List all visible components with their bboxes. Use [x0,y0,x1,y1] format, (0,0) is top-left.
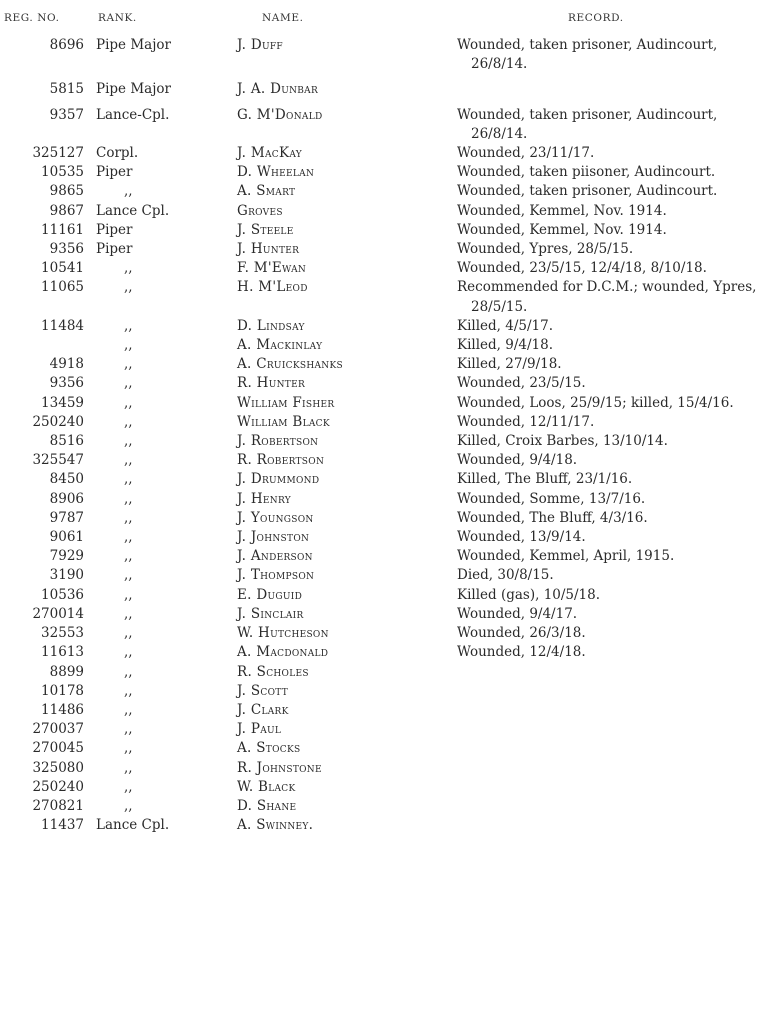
name-cell: J. Scott [237,682,289,699]
rank-cell: ,, [124,701,133,718]
reg-no-cell: 11484 [41,317,84,334]
record-cell [457,528,762,547]
record-text: Wounded, 23/11/17. [457,145,595,162]
table-row [0,202,762,221]
table-row [0,778,762,797]
table-row [0,528,762,547]
record-text: Killed, 27/9/18. [457,356,562,373]
table-row [0,720,762,739]
name-cell: J. Duff [237,37,283,53]
rank-cell: ,, [124,279,133,296]
record-cell [457,163,762,182]
record-cell [457,355,762,374]
reg-no-cell: 9787 [49,509,84,526]
record-cell [457,259,762,278]
record-cell [457,759,762,778]
rank-cell: ,, [124,759,133,776]
name-cell: J. Youngson [237,509,314,526]
record-text: Wounded, 9/4/17. [457,605,578,622]
reg-no-cell: 9865 [49,183,84,200]
rank-cell: ,, [124,317,133,334]
name-cell: R. Scholes [237,663,309,680]
name-cell: D. Lindsay [237,317,305,334]
reg-no-cell: 10536 [41,586,84,603]
record-cell [457,566,762,585]
record-text: Wounded, Kemmel, April, 1915. [457,548,675,565]
rank-cell: ,, [124,471,133,488]
record-cell [457,182,762,201]
reg-no-cell: 11437 [41,817,84,834]
name-cell: J. Clark [237,701,289,718]
name-cell: J. Henry [237,490,292,507]
name-cell: J. Anderson [237,548,313,565]
header-reg-no: REG. NO. [4,12,60,24]
record-cell [457,778,762,797]
table-row [0,682,762,701]
rank-cell: ,, [124,625,133,642]
rank-cell: ,, [124,644,133,661]
rank-cell: ,, [124,509,133,526]
reg-no-cell: 4918 [49,356,84,373]
reg-no-cell: 325127 [32,145,84,162]
record-cell [457,701,762,720]
record-cell [457,74,762,99]
rank-cell: ,, [124,586,133,603]
reg-no-cell: 11613 [41,644,84,661]
rank-cell: ,, [124,356,133,373]
record-text: Wounded, taken prisoner, Audincourt, 26/8/14. [457,37,718,73]
reg-no-cell: 9061 [49,529,84,546]
table-row [0,100,762,144]
record-text: Wounded, taken piisoner, Audincourt. [457,164,716,181]
rank-cell: ,, [124,394,133,411]
record-text: Killed, 4/5/17. [457,317,553,334]
record-text: Wounded, 12/4/18. [457,644,586,661]
name-cell: E. Duguid [237,586,303,603]
record-cell [457,720,762,739]
rank-cell: ,, [124,260,133,277]
name-cell: J. Sinclair [237,605,304,622]
record-text: Wounded, Ypres, 28/5/15. [457,241,634,258]
header-record: RECORD. [568,12,624,24]
reg-no-cell: 270037 [32,721,84,738]
record-cell [457,221,762,240]
rank-cell: ,, [124,375,133,392]
rank-cell: ,, [124,721,133,738]
name-cell: R. Johnstone [237,759,322,776]
record-cell [457,100,762,144]
record-cell [457,451,762,470]
rank-cell: ,, [124,740,133,757]
record-text: Wounded, Somme, 13/7/16. [457,490,646,507]
roll-table-body [0,36,762,835]
name-cell: J. Thompson [237,567,315,584]
table-row [0,816,762,835]
name-cell: G. M'Donald [237,106,323,123]
record-cell [457,336,762,355]
reg-no-cell: 8696 [49,37,84,53]
reg-no-cell: 9356 [49,241,84,258]
reg-no-cell: 11065 [41,279,84,296]
rank-cell: Pipe Major [96,37,171,53]
reg-no-cell: 9357 [49,106,84,123]
table-row [0,509,762,528]
rank-cell: Piper [96,241,133,258]
table-row [0,586,762,605]
table-row [0,182,762,201]
name-cell: A. Mackinlay [237,337,323,354]
table-row [0,36,762,74]
record-text: Died, 30/8/15. [457,567,554,584]
record-cell [457,586,762,605]
record-cell [457,278,762,316]
name-cell: A. Swinney. [237,817,314,834]
record-text: Wounded, taken prisoner, Audincourt. [457,183,718,200]
rank-cell: ,, [124,548,133,565]
reg-no-cell: 8450 [49,471,84,488]
record-cell [457,547,762,566]
record-text: Wounded, 12/11/17. [457,413,595,430]
record-text: Recommended for D.C.M.; wounded, Ypres, 28/5/15. [457,279,757,315]
name-cell: R. Robertson [237,452,325,469]
table-row [0,259,762,278]
name-cell: F. M'Ewan [237,260,307,277]
record-text: Wounded, 13/9/14. [457,529,586,546]
record-cell [457,317,762,336]
name-cell: W. Hutcheson [237,625,329,642]
table-row [0,374,762,393]
reg-no-cell: 10178 [41,682,84,699]
reg-no-cell: 10541 [41,260,84,277]
name-cell: A. Macdonald [237,644,329,661]
record-cell [457,682,762,701]
table-row [0,701,762,720]
reg-no-cell: 270045 [32,740,84,757]
rank-cell: Pipe Major [96,81,171,98]
reg-no-cell: 7929 [49,548,84,565]
name-cell: W. Black [237,778,296,795]
name-cell: J. Hunter [237,241,300,258]
table-row [0,278,762,316]
record-cell [457,624,762,643]
rank-cell: ,, [124,337,133,354]
header-name: NAME. [262,12,304,24]
record-text: Wounded, 23/5/15, 12/4/18, 8/10/18. [457,260,707,277]
record-cell [457,470,762,489]
table-row [0,547,762,566]
rank-cell: ,, [124,778,133,795]
record-text: Wounded, The Bluff, 4/3/16. [457,509,648,526]
name-cell: J. Robertson [237,433,319,450]
record-cell [457,432,762,451]
reg-no-cell: 9867 [49,202,84,219]
table-row [0,663,762,682]
name-cell: J. Johnston [237,529,310,546]
table-row [0,317,762,336]
rank-cell: ,, [124,529,133,546]
name-cell: J. Paul [237,721,282,738]
table-row [0,355,762,374]
rank-cell: ,, [124,567,133,584]
header-rank: RANK. [98,12,137,24]
table-row [0,432,762,451]
reg-no-cell: 270014 [32,605,84,622]
name-cell: H. M'Leod [237,279,308,296]
table-row [0,759,762,778]
reg-no-cell: 8516 [49,433,84,450]
record-text: Wounded, Loos, 25/9/15; killed, 15/4/16. [457,394,734,411]
table-row [0,451,762,470]
table-row [0,221,762,240]
table-row [0,605,762,624]
rank-cell: ,, [124,797,133,814]
record-cell [457,413,762,432]
record-text: Wounded, Kemmel, Nov. 1914. [457,202,667,219]
record-cell [457,202,762,221]
name-cell: R. Hunter [237,375,306,392]
reg-no-cell: 250240 [32,778,84,795]
table-row [0,394,762,413]
record-cell [457,663,762,682]
reg-no-cell: 8906 [49,490,84,507]
record-text: Wounded, 26/3/18. [457,625,586,642]
table-row [0,470,762,489]
name-cell: J. Steele [237,221,294,238]
record-text: Killed, 9/4/18. [457,337,553,354]
rank-cell: ,, [124,433,133,450]
rank-cell: ,, [124,490,133,507]
table-row [0,144,762,163]
record-cell [457,36,762,74]
record-text: Killed (gas), 10/5/18. [457,586,601,603]
name-cell: William Fisher [237,394,335,411]
record-cell [457,490,762,509]
record-text: Killed, Croix Barbes, 13/10/14. [457,433,668,450]
rank-cell: Lance Cpl. [96,202,170,219]
table-row [0,739,762,758]
rank-cell: ,, [124,682,133,699]
name-cell: A. Stocks [237,740,301,757]
name-cell: A. Cruickshanks [237,356,343,373]
rank-cell: Lance-Cpl. [96,106,170,123]
table-row [0,240,762,259]
record-cell [457,605,762,624]
name-cell: J. Drummond [237,471,320,488]
name-cell: A. Smart [237,183,296,200]
name-cell: D. Shane [237,797,297,814]
table-row [0,624,762,643]
reg-no-cell: 13459 [41,394,84,411]
name-cell: D. Wheelan [237,164,315,181]
reg-no-cell: 9356 [49,375,84,392]
reg-no-cell: 11486 [41,701,84,718]
record-text: Wounded, taken prisoner, Audincourt, 26/8/14. [457,106,718,142]
rank-cell: ,, [124,413,133,430]
record-cell [457,643,762,662]
reg-no-cell: 325080 [32,759,84,776]
record-cell [457,816,762,835]
table-row [0,797,762,816]
reg-no-cell: 8899 [49,663,84,680]
name-cell: J. A. Dunbar [237,81,319,98]
rank-cell: ,, [124,183,133,200]
name-cell: J. MacKay [237,145,303,162]
reg-no-cell: 5815 [49,81,84,98]
record-cell [457,797,762,816]
record-cell [457,394,762,413]
reg-no-cell: 325547 [32,452,84,469]
reg-no-cell: 270821 [32,797,84,814]
table-row [0,74,762,99]
name-cell: Groves [237,202,283,219]
rank-cell: ,, [124,663,133,680]
roll-table [0,36,762,835]
record-cell [457,739,762,758]
record-text: Wounded, 23/5/15. [457,375,586,392]
reg-no-cell [0,336,96,355]
rank-cell: Piper [96,221,133,238]
record-text: Killed, The Bluff, 23/1/16. [457,471,633,488]
rank-cell: ,, [124,452,133,469]
record-cell [457,374,762,393]
table-row [0,566,762,585]
record-text: Wounded, 9/4/18. [457,452,578,469]
rank-cell: Corpl. [96,145,139,162]
reg-no-cell: 3190 [49,567,84,584]
table-row [0,163,762,182]
rank-cell: Piper [96,164,133,181]
record-cell [457,509,762,528]
rank-cell: Lance Cpl. [96,817,170,834]
record-text: Wounded, Kemmel, Nov. 1914. [457,221,667,238]
reg-no-cell: 32553 [41,625,84,642]
record-cell [457,144,762,163]
record-cell [457,240,762,259]
reg-no-cell: 10535 [41,164,84,181]
table-row [0,490,762,509]
name-cell: William Black [237,413,330,430]
table-row [0,413,762,432]
reg-no-cell: 250240 [32,413,84,430]
rank-cell: ,, [124,605,133,622]
table-row [0,336,762,355]
table-row [0,643,762,662]
reg-no-cell: 11161 [41,221,84,238]
